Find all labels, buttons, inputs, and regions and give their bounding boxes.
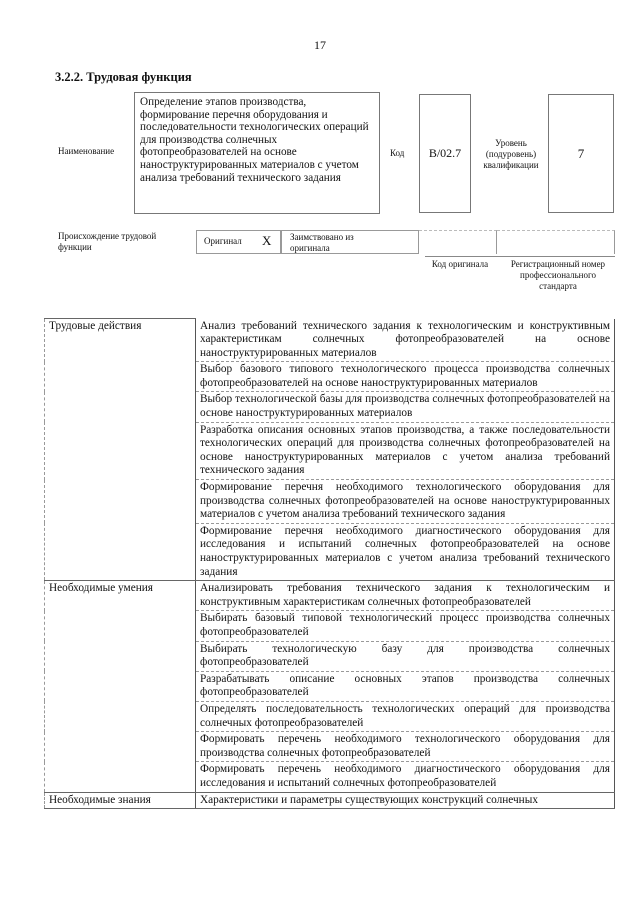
section-title: 3.2.2. Трудовая функция xyxy=(55,70,192,84)
origin-label: Происхождение трудовой функции xyxy=(58,231,157,252)
requirement-item: Разрабатывать описание основных этапов производства солнечных фотопреобразователей xyxy=(196,671,615,701)
requirement-item: Формировать перечень необходимого технологического оборудования для производства солнечных фотопреобразователей xyxy=(196,732,615,762)
level-label: Уровень (подуровень) квалификации xyxy=(483,138,539,170)
code-value-box: B/02.7 xyxy=(419,94,471,213)
requirement-item: Характеристики и параметры существующих конструкций солнечных xyxy=(196,792,615,809)
requirement-item: Формировать перечень необходимого диагностического оборудования для исследования и испытаний солнечных фотопреобразователей xyxy=(196,762,615,792)
original-mark: X xyxy=(262,233,272,248)
original-label: Оригинал xyxy=(204,236,242,246)
requirement-item: Выбор технологической базы для производства солнечных фотопреобразователей на основе наноструктурированных материалов xyxy=(196,392,615,422)
name-label: Наименование xyxy=(58,146,115,156)
category-label: Трудовые действия xyxy=(45,319,196,581)
category-label: Необходимые знания xyxy=(45,792,196,809)
requirement-item: Анализировать требования технического задания к технологическим и конструктивным характеристикам солнечных фотопреобразователей xyxy=(196,581,615,611)
table-row xyxy=(45,319,615,362)
requirement-item: Выбор базового типового технологического процесса производства солнечных фотопреобразователей на основе наноструктурированных материалов xyxy=(196,362,615,392)
reg-number-cell xyxy=(497,230,615,254)
borrowed-label: Заимствовано из оригинала xyxy=(290,232,354,253)
page-number: 17 xyxy=(314,38,326,52)
requirement-item: Разработка описания основных этапов производства, а также последовательности технологических операций для производства солнечных фотопреобразователей на основе наноструктурированных материалов с учетом анализа требований технического задания xyxy=(196,422,615,479)
divider-line xyxy=(425,256,615,257)
function-name-box: Определение этапов производства, формирование перечня оборудования и последовательности технологических операций для производства солнечных фотопреобразователей на основе наноструктурированных материалов с учетом анализа требований технического задания xyxy=(134,92,380,214)
requirement-item: Формирование перечня необходимого диагностического оборудования для исследования и испытаний солнечных фотопреобразователей на основе наноструктурированных материалов с учетом анализа требований технического задания xyxy=(196,523,615,580)
requirement-item: Выбирать базовый типовой технологический процесс производства солнечных фотопреобразователей xyxy=(196,611,615,641)
reg-number-label: Регистрационный номер профессионального стандарта xyxy=(510,259,606,291)
category-label: Необходимые умения xyxy=(45,581,196,792)
table-row xyxy=(45,792,615,809)
level-value-box: 7 xyxy=(548,94,614,213)
requirement-item: Определять последовательность технологических операций для производства солнечных фотопреобразователей xyxy=(196,701,615,731)
requirements-table xyxy=(44,318,615,809)
code-original-cell xyxy=(419,230,497,254)
code-original-label: Код оригинала xyxy=(431,259,489,269)
requirement-item: Выбирать технологическую базу для производства солнечных фотопреобразователей xyxy=(196,641,615,671)
code-label: Код xyxy=(390,148,405,158)
requirement-item: Формирование перечня необходимого технологического оборудования для производства солнечных фотопреобразователей на основе наноструктурированных материалов с учетом анализа требований технического задания xyxy=(196,480,615,524)
table-row xyxy=(45,581,615,611)
requirement-item: Анализ требований технического задания к технологическим и конструктивным характеристикам солнечных фотопреобразователей на основе наноструктурированных материалов xyxy=(196,319,615,362)
